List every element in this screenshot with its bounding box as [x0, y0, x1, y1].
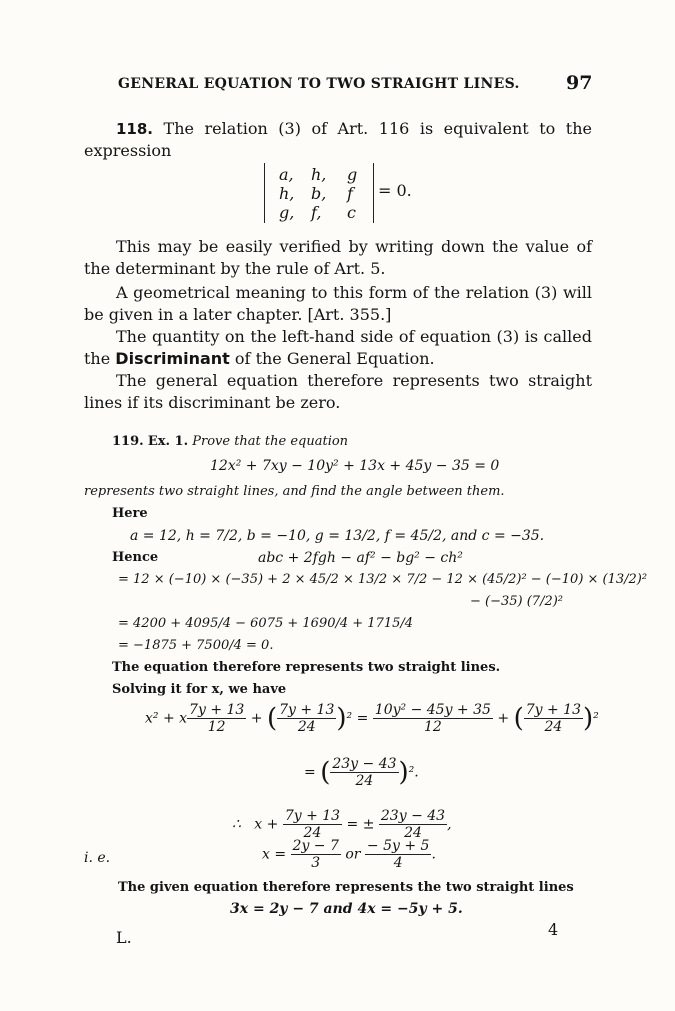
- para3-post: of the General Equation.: [234, 349, 435, 368]
- solving-equation-4: x = $\frac{2y - 7}{3}$ or $\frac{- 5y + 5}{4}$ .: [262, 838, 436, 871]
- art118-intro-text: The relation (3) of Art. 116 is equivalent to the expression: [84, 119, 593, 160]
- footer-signature: L.: [116, 928, 132, 947]
- final-lines: 3x = 2y − 7 and 4x = −5y + 5.: [230, 901, 463, 917]
- example-label: Ex. 1.: [147, 434, 189, 449]
- example-prompt-2: represents two straight lines, and find the angle between them.: [84, 484, 505, 499]
- here-label: Here: [112, 506, 148, 521]
- coefficient-values: a = 12, h = 7/2, b = −10, g = 13/2, f = 45/2, and c = −35.: [130, 528, 545, 544]
- calc-line-1b: − (−35) (7/2)²: [470, 594, 564, 609]
- det-cell: h,: [279, 184, 295, 203]
- art118-para2: A geometrical meaning to this form of the relation (3) will be given in a later chapter. [Art. 355.]: [84, 283, 592, 324]
- determinant: [264, 163, 374, 223]
- art118-para1: This may be easily verified by writing down the value of the determinant by the rule of Art. 5.: [84, 237, 592, 278]
- art118-para4: The general equation therefore represents two straight lines if its discriminant be zero.: [84, 371, 592, 412]
- para3-pre: The quantity on the left-hand side of equation (3) is called the: [84, 327, 592, 368]
- conclusion: The equation therefore represents two straight lines.: [112, 660, 501, 675]
- therefore-symbol: ∴: [232, 816, 241, 833]
- solving-line: Solving it for x, we have: [112, 682, 287, 697]
- solving-equation-2: = ( $\frac{23y - 43}{24}$ )².: [304, 756, 419, 789]
- running-header: GENERAL EQUATION TO TWO STRAIGHT LINES.: [118, 76, 520, 92]
- det-cell: f,: [311, 203, 322, 222]
- footer-sheet-number: 4: [548, 920, 559, 939]
- art118-number: 118.: [116, 120, 154, 138]
- art118-intro: [84, 118, 592, 162]
- hence-label: Hence: [112, 550, 159, 565]
- det-cell: a,: [279, 165, 294, 184]
- det-cell: f: [347, 184, 353, 203]
- ie-label: i. e.: [84, 850, 111, 866]
- calc-line-2: = 4200 + 4095/4 − 6075 + 1690/4 + 1715/4: [118, 616, 414, 631]
- discriminant-expression: abc + 2fgh − af² − bg² − ch²: [258, 550, 463, 566]
- calc-line-3: = −1875 + 7500/4 = 0.: [118, 638, 274, 653]
- det-cell: c: [347, 203, 356, 222]
- calc-line-1: = 12 × (−10) × (−35) + 2 × 45/2 × 13/2 × 7/2 − 12 × (45/2)² − (−10) × (13/2)²: [118, 572, 648, 587]
- det-cell: g: [347, 165, 358, 184]
- discriminant-term: Discriminant: [115, 349, 230, 368]
- det-cell: g,: [279, 203, 295, 222]
- solving-equation-1: x² + x $\frac{7y + 13}{12}$ + ( $\frac{7y + 13}{24}$ )² = $\frac{\text{10y² − 45y + 35}}{12}$ + ( $\frac{7y + 13}{24}$ )²: [145, 702, 599, 735]
- example-prompt: Prove that the equation: [192, 434, 349, 449]
- final-statement: The given equation therefore represents the two straight lines: [118, 880, 574, 895]
- art119-heading: [112, 434, 348, 449]
- solving-equation-3: ∴ x + $\frac{7y + 13}{24}$ = ± $\frac{23y - 43}{24}$ ,: [232, 808, 452, 841]
- art119-number: 119.: [112, 434, 144, 449]
- art118-para3: [84, 326, 592, 370]
- determinant-equals: = 0.: [378, 181, 412, 200]
- page-number: 97: [566, 72, 593, 94]
- det-cell: h,: [311, 165, 327, 184]
- det-cell: b,: [311, 184, 327, 203]
- example-equation: 12x² + 7xy − 10y² + 13x + 45y − 35 = 0: [210, 458, 500, 474]
